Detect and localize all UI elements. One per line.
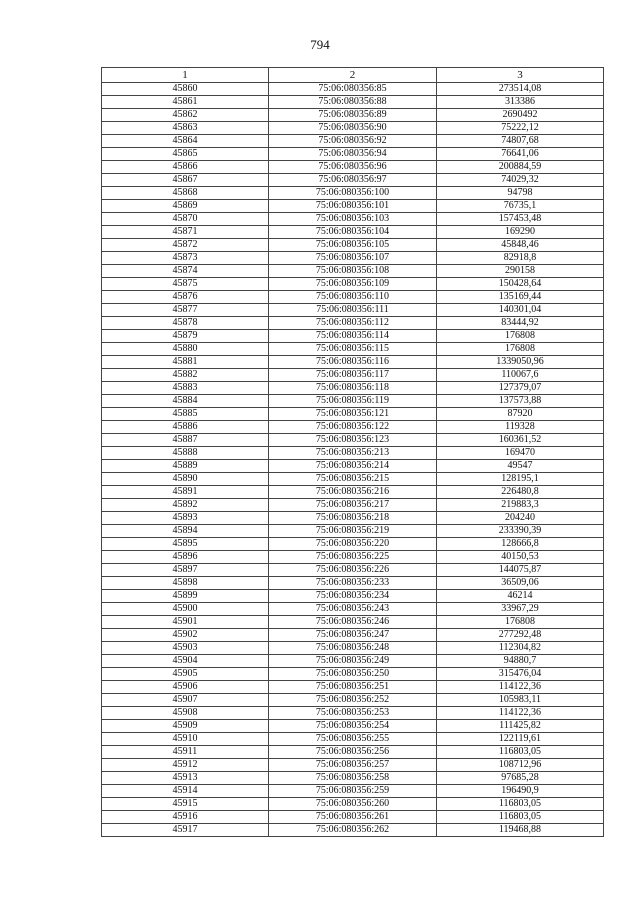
- table-row: [102, 161, 604, 174]
- cadastral-number-cell: 75:06:080356:121: [269, 408, 437, 421]
- value-cell: 176808: [437, 330, 604, 343]
- table-row: [102, 278, 604, 291]
- cadastral-number-cell: 75:06:080356:85: [269, 83, 437, 96]
- cadastral-number-cell: 75:06:080356:110: [269, 291, 437, 304]
- row-number-cell: 45910: [102, 733, 269, 746]
- cadastral-number-cell: 75:06:080356:94: [269, 148, 437, 161]
- value-cell: 273514,08: [437, 83, 604, 96]
- table-row: [102, 135, 604, 148]
- value-cell: 36509,06: [437, 577, 604, 590]
- row-number-cell: 45882: [102, 369, 269, 382]
- value-cell: 46214: [437, 590, 604, 603]
- row-number-cell: 45873: [102, 252, 269, 265]
- row-number-cell: 45895: [102, 538, 269, 551]
- cadastral-number-cell: 75:06:080356:219: [269, 525, 437, 538]
- row-number-cell: 45888: [102, 447, 269, 460]
- value-cell: 315476,04: [437, 668, 604, 681]
- row-number-cell: 45905: [102, 668, 269, 681]
- table-row: [102, 382, 604, 395]
- row-number-cell: 45903: [102, 642, 269, 655]
- cadastral-number-cell: 75:06:080356:246: [269, 616, 437, 629]
- cadastral-number-cell: 75:06:080356:89: [269, 109, 437, 122]
- row-number-cell: 45904: [102, 655, 269, 668]
- cadastral-number-cell: 75:06:080356:252: [269, 694, 437, 707]
- cadastral-number-cell: 75:06:080356:214: [269, 460, 437, 473]
- cadastral-number-cell: 75:06:080356:259: [269, 785, 437, 798]
- column-header-3: 3: [437, 68, 604, 83]
- row-number-cell: 45875: [102, 278, 269, 291]
- table-row: [102, 356, 604, 369]
- cadastral-number-cell: 75:06:080356:88: [269, 96, 437, 109]
- cadastral-number-cell: 75:06:080356:249: [269, 655, 437, 668]
- table-row: [102, 681, 604, 694]
- table-header: [102, 68, 604, 83]
- table-row: [102, 720, 604, 733]
- cadastral-number-cell: 75:06:080356:253: [269, 707, 437, 720]
- row-number-cell: 45864: [102, 135, 269, 148]
- value-cell: 169290: [437, 226, 604, 239]
- table-row: [102, 369, 604, 382]
- table-row: [102, 577, 604, 590]
- table-row: [102, 512, 604, 525]
- row-number-cell: 45908: [102, 707, 269, 720]
- value-cell: 74029,32: [437, 174, 604, 187]
- table-row: [102, 590, 604, 603]
- value-cell: 150428,64: [437, 278, 604, 291]
- table-row: [102, 603, 604, 616]
- value-cell: 313386: [437, 96, 604, 109]
- value-cell: 157453,48: [437, 213, 604, 226]
- value-cell: 94880,7: [437, 655, 604, 668]
- value-cell: 135169,44: [437, 291, 604, 304]
- value-cell: 204240: [437, 512, 604, 525]
- table-row: [102, 746, 604, 759]
- cadastral-number-cell: 75:06:080356:103: [269, 213, 437, 226]
- cadastral-number-cell: 75:06:080356:96: [269, 161, 437, 174]
- row-number-cell: 45896: [102, 551, 269, 564]
- row-number-cell: 45916: [102, 811, 269, 824]
- row-number-cell: 45879: [102, 330, 269, 343]
- cadastral-number-cell: 75:06:080356:262: [269, 824, 437, 837]
- value-cell: 33967,29: [437, 603, 604, 616]
- table-row: [102, 811, 604, 824]
- cadastral-number-cell: 75:06:080356:260: [269, 798, 437, 811]
- value-cell: 116803,05: [437, 746, 604, 759]
- value-cell: 277292,48: [437, 629, 604, 642]
- table-row: [102, 213, 604, 226]
- value-cell: 219883,3: [437, 499, 604, 512]
- table-row: [102, 473, 604, 486]
- value-cell: 45848,46: [437, 239, 604, 252]
- value-cell: 76641,06: [437, 148, 604, 161]
- cadastral-number-cell: 75:06:080356:216: [269, 486, 437, 499]
- value-cell: 119328: [437, 421, 604, 434]
- table-row: [102, 772, 604, 785]
- cadastral-number-cell: 75:06:080356:111: [269, 304, 437, 317]
- cadastral-number-cell: 75:06:080356:220: [269, 538, 437, 551]
- row-number-cell: 45892: [102, 499, 269, 512]
- table-row: [102, 317, 604, 330]
- value-cell: 49547: [437, 460, 604, 473]
- value-cell: 226480,8: [437, 486, 604, 499]
- row-number-cell: 45901: [102, 616, 269, 629]
- cadastral-number-cell: 75:06:080356:118: [269, 382, 437, 395]
- table-row: [102, 525, 604, 538]
- cadastral-number-cell: 75:06:080356:256: [269, 746, 437, 759]
- cadastral-number-cell: 75:06:080356:261: [269, 811, 437, 824]
- cadastral-number-cell: 75:06:080356:112: [269, 317, 437, 330]
- value-cell: 140301,04: [437, 304, 604, 317]
- row-number-cell: 45897: [102, 564, 269, 577]
- cadastral-number-cell: 75:06:080356:105: [269, 239, 437, 252]
- column-header-2: 2: [269, 68, 437, 83]
- cadastral-number-cell: 75:06:080356:116: [269, 356, 437, 369]
- value-cell: 40150,53: [437, 551, 604, 564]
- row-number-cell: 45871: [102, 226, 269, 239]
- cadastral-number-cell: 75:06:080356:100: [269, 187, 437, 200]
- row-number-cell: 45872: [102, 239, 269, 252]
- cadastral-number-cell: 75:06:080356:251: [269, 681, 437, 694]
- value-cell: 2690492: [437, 109, 604, 122]
- registry-table: [101, 67, 604, 837]
- row-number-cell: 45885: [102, 408, 269, 421]
- value-cell: 176808: [437, 343, 604, 356]
- cadastral-number-cell: 75:06:080356:104: [269, 226, 437, 239]
- value-cell: 119468,88: [437, 824, 604, 837]
- table-row: [102, 408, 604, 421]
- row-number-cell: 45902: [102, 629, 269, 642]
- table-row: [102, 96, 604, 109]
- table-row: [102, 226, 604, 239]
- table-row: [102, 434, 604, 447]
- table-row: [102, 187, 604, 200]
- cadastral-number-cell: 75:06:080356:226: [269, 564, 437, 577]
- table-row: [102, 83, 604, 96]
- table-row: [102, 460, 604, 473]
- cadastral-number-cell: 75:06:080356:109: [269, 278, 437, 291]
- table-row: [102, 759, 604, 772]
- row-number-cell: 45899: [102, 590, 269, 603]
- value-cell: 200884,59: [437, 161, 604, 174]
- table-row: [102, 785, 604, 798]
- page-number: 794: [310, 37, 330, 52]
- table-row: [102, 538, 604, 551]
- row-number-cell: 45884: [102, 395, 269, 408]
- row-number-cell: 45900: [102, 603, 269, 616]
- table-row: [102, 239, 604, 252]
- cadastral-number-cell: 75:06:080356:90: [269, 122, 437, 135]
- row-number-cell: 45912: [102, 759, 269, 772]
- value-cell: 87920: [437, 408, 604, 421]
- table-row: [102, 174, 604, 187]
- table-row: [102, 694, 604, 707]
- row-number-cell: 45894: [102, 525, 269, 538]
- value-cell: 83444,92: [437, 317, 604, 330]
- row-number-cell: 45914: [102, 785, 269, 798]
- table-row: [102, 291, 604, 304]
- row-number-cell: 45876: [102, 291, 269, 304]
- row-number-cell: 45878: [102, 317, 269, 330]
- table-row: [102, 148, 604, 161]
- row-number-cell: 45909: [102, 720, 269, 733]
- value-cell: 112304,82: [437, 642, 604, 655]
- cadastral-number-cell: 75:06:080356:250: [269, 668, 437, 681]
- row-number-cell: 45911: [102, 746, 269, 759]
- cadastral-number-cell: 75:06:080356:218: [269, 512, 437, 525]
- cadastral-number-cell: 75:06:080356:215: [269, 473, 437, 486]
- value-cell: 233390,39: [437, 525, 604, 538]
- value-cell: 176808: [437, 616, 604, 629]
- value-cell: 114122,36: [437, 681, 604, 694]
- table-row: [102, 551, 604, 564]
- row-number-cell: 45877: [102, 304, 269, 317]
- value-cell: 82918,8: [437, 252, 604, 265]
- cadastral-number-cell: 75:06:080356:217: [269, 499, 437, 512]
- value-cell: 111425,82: [437, 720, 604, 733]
- value-cell: 110067,6: [437, 369, 604, 382]
- cadastral-number-cell: 75:06:080356:108: [269, 265, 437, 278]
- table-row: [102, 330, 604, 343]
- row-number-cell: 45881: [102, 356, 269, 369]
- value-cell: 122119,61: [437, 733, 604, 746]
- row-number-cell: 45866: [102, 161, 269, 174]
- value-cell: 108712,96: [437, 759, 604, 772]
- value-cell: 127379,07: [437, 382, 604, 395]
- cadastral-number-cell: 75:06:080356:247: [269, 629, 437, 642]
- value-cell: 74807,68: [437, 135, 604, 148]
- table-row: [102, 265, 604, 278]
- value-cell: 137573,88: [437, 395, 604, 408]
- row-number-cell: 45891: [102, 486, 269, 499]
- table-row: [102, 486, 604, 499]
- row-number-cell: 45886: [102, 421, 269, 434]
- row-number-cell: 45893: [102, 512, 269, 525]
- table-row: [102, 252, 604, 265]
- cadastral-number-cell: 75:06:080356:258: [269, 772, 437, 785]
- value-cell: 160361,52: [437, 434, 604, 447]
- row-number-cell: 45860: [102, 83, 269, 96]
- cadastral-number-cell: 75:06:080356:114: [269, 330, 437, 343]
- row-number-cell: 45869: [102, 200, 269, 213]
- row-number-cell: 45883: [102, 382, 269, 395]
- value-cell: 196490,9: [437, 785, 604, 798]
- column-header-1: 1: [102, 68, 269, 83]
- cadastral-number-cell: 75:06:080356:234: [269, 590, 437, 603]
- row-number-cell: 45889: [102, 460, 269, 473]
- value-cell: 114122,36: [437, 707, 604, 720]
- value-cell: 144075,87: [437, 564, 604, 577]
- table-row: [102, 421, 604, 434]
- table-row: [102, 395, 604, 408]
- value-cell: 169470: [437, 447, 604, 460]
- value-cell: 1339050,96: [437, 356, 604, 369]
- value-cell: 94798: [437, 187, 604, 200]
- cadastral-number-cell: 75:06:080356:92: [269, 135, 437, 148]
- table-row: [102, 447, 604, 460]
- table-row: [102, 642, 604, 655]
- cadastral-number-cell: 75:06:080356:254: [269, 720, 437, 733]
- value-cell: 97685,28: [437, 772, 604, 785]
- cadastral-number-cell: 75:06:080356:101: [269, 200, 437, 213]
- table-row: [102, 733, 604, 746]
- cadastral-number-cell: 75:06:080356:243: [269, 603, 437, 616]
- cadastral-number-cell: 75:06:080356:115: [269, 343, 437, 356]
- row-number-cell: 45861: [102, 96, 269, 109]
- row-number-cell: 45867: [102, 174, 269, 187]
- table-row: [102, 109, 604, 122]
- cadastral-number-cell: 75:06:080356:97: [269, 174, 437, 187]
- value-cell: 290158: [437, 265, 604, 278]
- row-number-cell: 45870: [102, 213, 269, 226]
- cadastral-number-cell: 75:06:080356:257: [269, 759, 437, 772]
- value-cell: 128195,1: [437, 473, 604, 486]
- cadastral-number-cell: 75:06:080356:117: [269, 369, 437, 382]
- header-row: [102, 68, 604, 83]
- row-number-cell: 45887: [102, 434, 269, 447]
- value-cell: 116803,05: [437, 798, 604, 811]
- cadastral-number-cell: 75:06:080356:213: [269, 447, 437, 460]
- cadastral-number-cell: 75:06:080356:107: [269, 252, 437, 265]
- table-row: [102, 200, 604, 213]
- row-number-cell: 45915: [102, 798, 269, 811]
- row-number-cell: 45907: [102, 694, 269, 707]
- row-number-cell: 45863: [102, 122, 269, 135]
- cadastral-number-cell: 75:06:080356:123: [269, 434, 437, 447]
- cadastral-number-cell: 75:06:080356:119: [269, 395, 437, 408]
- row-number-cell: 45868: [102, 187, 269, 200]
- row-number-cell: 45880: [102, 343, 269, 356]
- table-row: [102, 304, 604, 317]
- row-number-cell: 45917: [102, 824, 269, 837]
- table-body: [102, 83, 604, 837]
- row-number-cell: 45913: [102, 772, 269, 785]
- table-row: [102, 824, 604, 837]
- row-number-cell: 45906: [102, 681, 269, 694]
- cadastral-number-cell: 75:06:080356:233: [269, 577, 437, 590]
- value-cell: 105983,11: [437, 694, 604, 707]
- cadastral-number-cell: 75:06:080356:122: [269, 421, 437, 434]
- value-cell: 76735,1: [437, 200, 604, 213]
- table-row: [102, 499, 604, 512]
- value-cell: 116803,05: [437, 811, 604, 824]
- row-number-cell: 45874: [102, 265, 269, 278]
- value-cell: 128666,8: [437, 538, 604, 551]
- row-number-cell: 45890: [102, 473, 269, 486]
- cadastral-number-cell: 75:06:080356:248: [269, 642, 437, 655]
- cadastral-number-cell: 75:06:080356:225: [269, 551, 437, 564]
- table-row: [102, 655, 604, 668]
- table-row: [102, 668, 604, 681]
- table-row: [102, 798, 604, 811]
- table-row: [102, 122, 604, 135]
- table-row: [102, 564, 604, 577]
- table-row: [102, 616, 604, 629]
- table-row: [102, 707, 604, 720]
- cadastral-number-cell: 75:06:080356:255: [269, 733, 437, 746]
- table-row: [102, 343, 604, 356]
- table-row: [102, 629, 604, 642]
- row-number-cell: 45865: [102, 148, 269, 161]
- row-number-cell: 45862: [102, 109, 269, 122]
- row-number-cell: 45898: [102, 577, 269, 590]
- value-cell: 75222,12: [437, 122, 604, 135]
